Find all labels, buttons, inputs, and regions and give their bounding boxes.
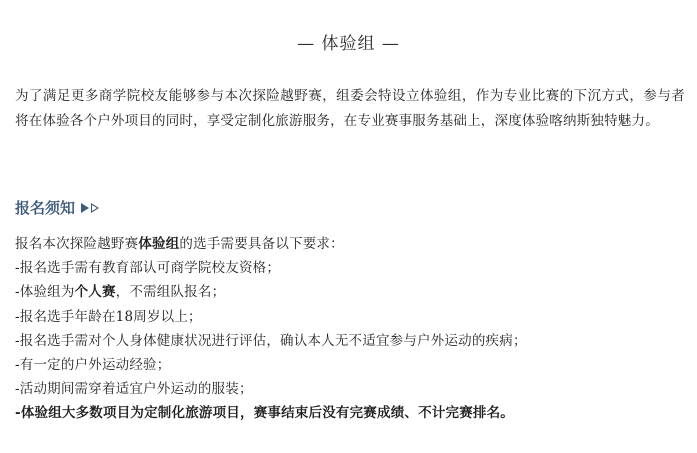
requirements-intro-suffix: 的选手需要具备以下要求： bbox=[179, 236, 344, 252]
notice-heading bbox=[15, 197, 99, 218]
requirement-item-prefix: - bbox=[15, 405, 21, 422]
requirement-item: -报名选手年龄在18周岁以上； bbox=[15, 308, 202, 325]
notice-heading-arrows bbox=[81, 203, 99, 213]
requirement-item: -活动期间需穿着适宜户外运动的服装； bbox=[15, 381, 253, 398]
requirement-item: -有一定的户外运动经验； bbox=[15, 356, 171, 373]
intro-paragraph: 为了满足更多商学院校友能够参与本次探险越野赛，组委会特设立体验组，作为专业比赛的下沉方式，参与者将在体验各个户外项目的同时，享受定制化旅游服务，在专业赛事服务基础上，深度体验喀纳斯独特魅力。 bbox=[15, 88, 685, 129]
requirement-item-prefix: -体验组为 bbox=[15, 284, 75, 301]
requirement-item-emphasis: 个人赛 bbox=[74, 284, 116, 301]
requirements-intro-group: 体验组 bbox=[138, 236, 180, 252]
requirements-intro-prefix: 报名本次探险越野赛 bbox=[15, 236, 139, 252]
section-title: — 体验组 — bbox=[297, 34, 400, 54]
requirement-item-suffix: ，不需组队报名； bbox=[115, 284, 226, 301]
requirements-intro bbox=[15, 232, 685, 256]
requirement-item bbox=[15, 280, 685, 304]
play-outline-icon bbox=[91, 203, 99, 213]
requirement-item bbox=[15, 401, 685, 425]
play-filled-icon bbox=[81, 203, 89, 213]
requirement-item-emphasis: 体验组大多数项目为定制化旅游项目，赛事结束后没有完赛成绩、不计完赛排名。 bbox=[20, 405, 515, 422]
requirements-list bbox=[15, 232, 685, 426]
requirement-item: -报名选手需有教育部认可商学院校友资格； bbox=[15, 260, 281, 277]
notice-heading-label: 报名须知 bbox=[15, 199, 76, 217]
requirement-item: -报名选手需对个人身体健康状况进行评估，确认本人无不适宜参与户外运动的疾病； bbox=[15, 332, 527, 349]
